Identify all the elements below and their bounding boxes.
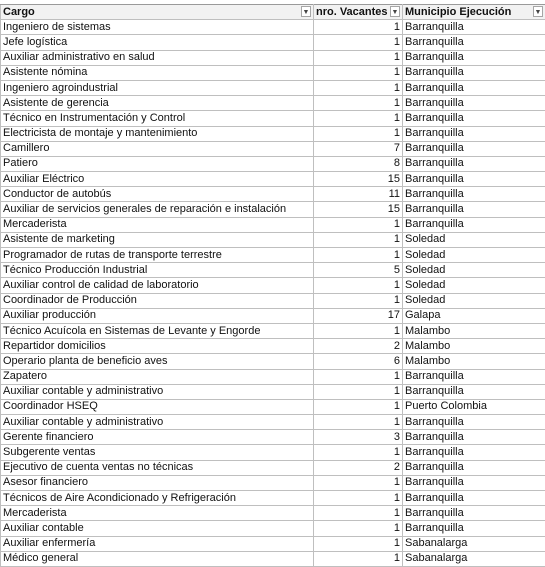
table-row[interactable] (1, 475, 545, 490)
cell-municipio[interactable]: Barranquilla (403, 111, 545, 126)
table-row[interactable] (1, 445, 545, 460)
cell-cargo[interactable]: Técnicos de Aire Acondicionado y Refrigeración (1, 491, 314, 506)
cell-cargo[interactable]: Auxiliar de servicios generales de reparación e instalación (1, 202, 314, 217)
table-row[interactable] (1, 20, 545, 35)
header-cargo-label: Cargo (3, 6, 35, 18)
cell-cargo[interactable]: Asistente de gerencia (1, 96, 314, 111)
cell-vacantes[interactable]: 1 (314, 217, 403, 232)
table-row[interactable] (1, 354, 545, 369)
cell-cargo[interactable]: Zapatero (1, 369, 314, 384)
cell-municipio[interactable]: Barranquilla (403, 65, 545, 80)
table-row[interactable] (1, 35, 545, 50)
cell-cargo[interactable]: Jefe logística (1, 35, 314, 50)
cell-vacantes[interactable]: 2 (314, 339, 403, 354)
cell-municipio[interactable]: Barranquilla (403, 369, 545, 384)
cell-municipio[interactable]: Barranquilla (403, 80, 545, 95)
cell-vacantes[interactable]: 1 (314, 521, 403, 536)
cell-cargo[interactable]: Auxiliar control de calidad de laboratorio (1, 278, 314, 293)
cell-municipio[interactable]: Barranquilla (403, 460, 545, 475)
cell-municipio[interactable]: Barranquilla (403, 506, 545, 521)
cell-cargo[interactable]: Ingeniero agroindustrial (1, 80, 314, 95)
cell-cargo[interactable]: Repartidor domicilios (1, 339, 314, 354)
table-row[interactable] (1, 415, 545, 430)
cell-vacantes[interactable]: 1 (314, 445, 403, 460)
table-row[interactable] (1, 399, 545, 414)
table-row[interactable] (1, 156, 545, 171)
cell-municipio[interactable]: Barranquilla (403, 415, 545, 430)
cell-cargo[interactable]: Camillero (1, 141, 314, 156)
table-row[interactable] (1, 126, 545, 141)
table-row[interactable] (1, 172, 545, 187)
cell-vacantes[interactable]: 1 (314, 415, 403, 430)
cell-vacantes[interactable]: 7 (314, 141, 403, 156)
cell-cargo[interactable]: Técnico Acuícola en Sistemas de Levante y Engorde (1, 323, 314, 338)
cell-municipio[interactable]: Barranquilla (403, 202, 545, 217)
table-row[interactable] (1, 369, 545, 384)
cell-municipio[interactable]: Soledad (403, 293, 545, 308)
header-vacantes-label: nro. Vacantes (316, 6, 388, 18)
header-row (1, 5, 545, 20)
table-row[interactable] (1, 248, 545, 263)
vacancies-table (0, 4, 545, 567)
table-row[interactable] (1, 217, 545, 232)
cell-cargo[interactable]: Mercaderista (1, 217, 314, 232)
table-row[interactable] (1, 536, 545, 551)
cell-municipio[interactable]: Puerto Colombia (403, 399, 545, 414)
table-row[interactable] (1, 96, 545, 111)
header-cargo[interactable] (1, 5, 314, 20)
cell-vacantes[interactable]: 1 (314, 399, 403, 414)
cell-vacantes[interactable]: 1 (314, 506, 403, 521)
table-row[interactable] (1, 187, 545, 202)
cell-cargo[interactable]: Coordinador de Producción (1, 293, 314, 308)
cell-cargo[interactable]: Auxiliar producción (1, 308, 314, 323)
cell-cargo[interactable]: Ingeniero de sistemas (1, 20, 314, 35)
cell-vacantes[interactable]: 11 (314, 187, 403, 202)
chevron-down-icon[interactable]: ▼ (301, 6, 311, 17)
cell-vacantes[interactable]: 1 (314, 384, 403, 399)
cell-vacantes[interactable]: 6 (314, 354, 403, 369)
table-row[interactable] (1, 521, 545, 536)
cell-municipio[interactable]: Barranquilla (403, 141, 545, 156)
cell-vacantes[interactable]: 1 (314, 369, 403, 384)
table-row[interactable] (1, 141, 545, 156)
cell-vacantes[interactable]: 17 (314, 308, 403, 323)
cell-cargo[interactable]: Operario planta de beneficio aves (1, 354, 314, 369)
cell-vacantes[interactable]: 1 (314, 50, 403, 65)
cell-municipio[interactable]: Soledad (403, 278, 545, 293)
cell-vacantes[interactable]: 5 (314, 263, 403, 278)
cell-cargo[interactable]: Electricista de montaje y mantenimiento (1, 126, 314, 141)
table-row[interactable] (1, 202, 545, 217)
cell-vacantes[interactable]: 2 (314, 460, 403, 475)
cell-vacantes[interactable]: 1 (314, 551, 403, 566)
cell-vacantes[interactable]: 1 (314, 491, 403, 506)
table-row[interactable] (1, 308, 545, 323)
cell-cargo[interactable]: Asistente nómina (1, 65, 314, 80)
cell-cargo[interactable]: Subgerente ventas (1, 445, 314, 460)
cell-cargo[interactable]: Médico general (1, 551, 314, 566)
table-row[interactable] (1, 491, 545, 506)
cell-vacantes[interactable]: 1 (314, 536, 403, 551)
cell-municipio[interactable]: Barranquilla (403, 187, 545, 202)
cell-vacantes[interactable]: 1 (314, 80, 403, 95)
cell-cargo[interactable]: Técnico Producción Industrial (1, 263, 314, 278)
table-row[interactable] (1, 50, 545, 65)
header-municipio[interactable] (403, 5, 545, 20)
cell-cargo[interactable]: Técnico en Instrumentación y Control (1, 111, 314, 126)
cell-cargo[interactable]: Ejecutivo de cuenta ventas no técnicas (1, 460, 314, 475)
cell-cargo[interactable]: Auxiliar administrativo en salud (1, 50, 314, 65)
cell-municipio[interactable]: Sabanalarga (403, 536, 545, 551)
chevron-down-icon[interactable]: ▼ (390, 6, 400, 17)
cell-cargo[interactable]: Auxiliar enfermería (1, 536, 314, 551)
cell-municipio[interactable]: Barranquilla (403, 50, 545, 65)
cell-cargo[interactable]: Asesor financiero (1, 475, 314, 490)
cell-municipio[interactable]: Soledad (403, 263, 545, 278)
table-row[interactable] (1, 111, 545, 126)
cell-municipio[interactable]: Barranquilla (403, 384, 545, 399)
cell-vacantes[interactable]: 1 (314, 96, 403, 111)
cell-vacantes[interactable]: 1 (314, 475, 403, 490)
cell-municipio[interactable]: Sabanalarga (403, 551, 545, 566)
cell-vacantes[interactable]: 1 (314, 65, 403, 80)
cell-cargo[interactable]: Coordinador HSEQ (1, 399, 314, 414)
header-vacantes[interactable] (314, 5, 403, 20)
table-row[interactable] (1, 278, 545, 293)
cell-municipio[interactable]: Barranquilla (403, 126, 545, 141)
cell-municipio[interactable]: Barranquilla (403, 521, 545, 536)
spreadsheet (0, 4, 545, 567)
cell-vacantes[interactable]: 15 (314, 202, 403, 217)
table-row[interactable] (1, 384, 545, 399)
cell-cargo[interactable]: Mercaderista (1, 506, 314, 521)
cell-municipio[interactable]: Galapa (403, 308, 545, 323)
cell-vacantes[interactable]: 1 (314, 293, 403, 308)
cell-cargo[interactable]: Asistente de marketing (1, 232, 314, 247)
cell-municipio[interactable]: Barranquilla (403, 35, 545, 50)
cell-vacantes[interactable]: 1 (314, 20, 403, 35)
cell-cargo[interactable]: Auxiliar Eléctrico (1, 172, 314, 187)
cell-municipio[interactable]: Malambo (403, 339, 545, 354)
cell-cargo[interactable]: Auxiliar contable y administrativo (1, 384, 314, 399)
cell-municipio[interactable]: Barranquilla (403, 172, 545, 187)
table-row[interactable] (1, 232, 545, 247)
cell-municipio[interactable]: Barranquilla (403, 96, 545, 111)
cell-vacantes[interactable]: 8 (314, 156, 403, 171)
cell-municipio[interactable]: Malambo (403, 354, 545, 369)
cell-vacantes[interactable]: 1 (314, 35, 403, 50)
cell-vacantes[interactable]: 1 (314, 232, 403, 247)
cell-municipio[interactable]: Barranquilla (403, 217, 545, 232)
cell-municipio[interactable]: Barranquilla (403, 20, 545, 35)
cell-municipio[interactable]: Barranquilla (403, 445, 545, 460)
table-row[interactable] (1, 430, 545, 445)
cell-vacantes[interactable]: 1 (314, 278, 403, 293)
table-row[interactable] (1, 80, 545, 95)
table-row[interactable] (1, 506, 545, 521)
table-row[interactable] (1, 293, 545, 308)
cell-vacantes[interactable]: 1 (314, 111, 403, 126)
cell-vacantes[interactable]: 1 (314, 248, 403, 263)
cell-cargo[interactable]: Auxiliar contable y administrativo (1, 415, 314, 430)
cell-municipio[interactable]: Barranquilla (403, 430, 545, 445)
table-row[interactable] (1, 551, 545, 566)
cell-cargo[interactable]: Conductor de autobús (1, 187, 314, 202)
header-municipio-label: Municipio Ejecución (405, 6, 511, 18)
cell-vacantes[interactable]: 3 (314, 430, 403, 445)
table-row[interactable] (1, 323, 545, 338)
cell-cargo[interactable]: Gerente financiero (1, 430, 314, 445)
cell-municipio[interactable]: Barranquilla (403, 475, 545, 490)
table-row[interactable] (1, 460, 545, 475)
cell-cargo[interactable]: Programador de rutas de transporte terrestre (1, 248, 314, 263)
cell-cargo[interactable]: Auxiliar contable (1, 521, 314, 536)
cell-vacantes[interactable]: 1 (314, 126, 403, 141)
cell-municipio[interactable]: Malambo (403, 323, 545, 338)
cell-vacantes[interactable]: 1 (314, 323, 403, 338)
cell-municipio[interactable]: Soledad (403, 232, 545, 247)
table-row[interactable] (1, 263, 545, 278)
cell-municipio[interactable]: Soledad (403, 248, 545, 263)
cell-cargo[interactable]: Patiero (1, 156, 314, 171)
table-row[interactable] (1, 65, 545, 80)
chevron-down-icon[interactable]: ▼ (533, 6, 543, 17)
cell-vacantes[interactable]: 15 (314, 172, 403, 187)
cell-municipio[interactable]: Barranquilla (403, 156, 545, 171)
cell-municipio[interactable]: Barranquilla (403, 491, 545, 506)
table-row[interactable] (1, 339, 545, 354)
